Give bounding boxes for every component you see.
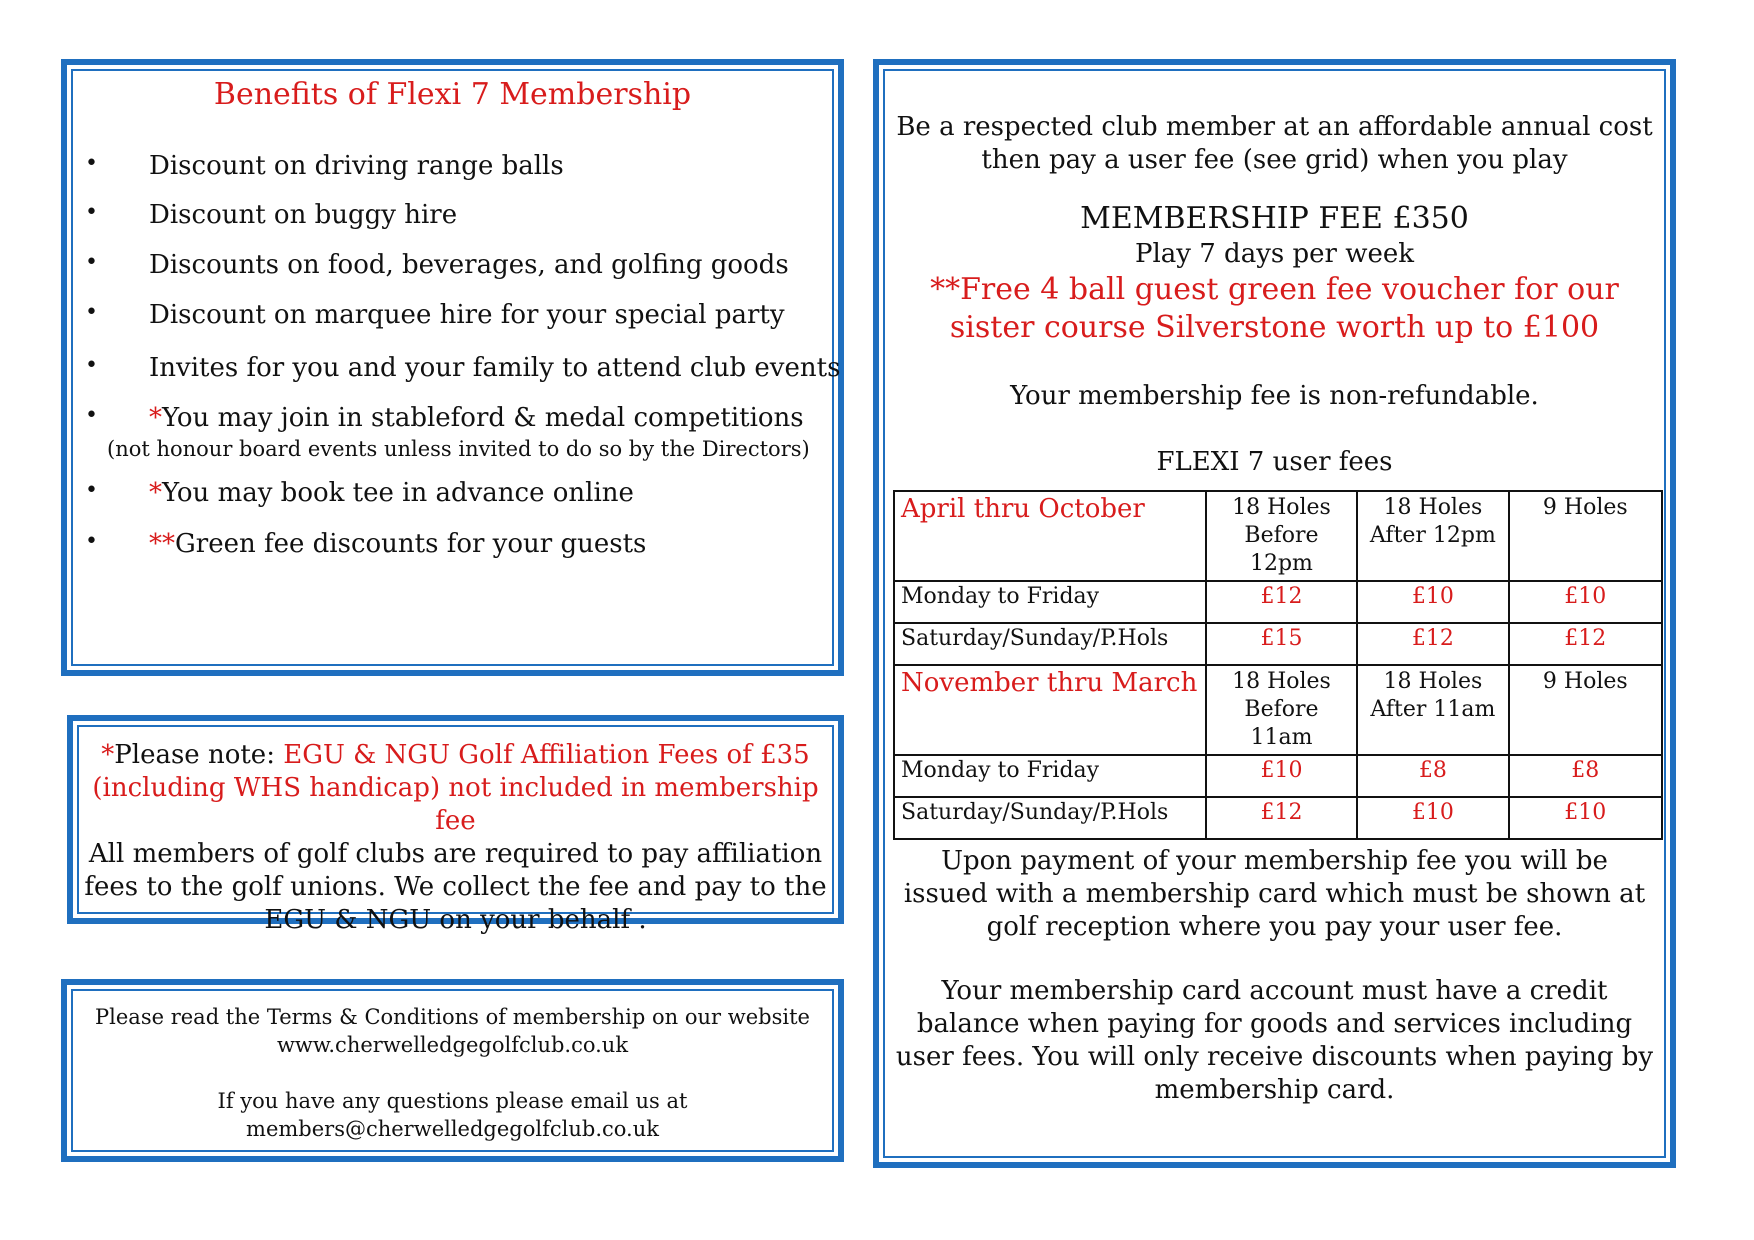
column-header: 18 Holes After 12pm [1357, 491, 1508, 581]
note-body-text: All members of golf clubs are required to pay affiliation fees to the golf unions. We collect the fee and pay to the EGU & NGU on your behalf . [84, 839, 827, 935]
season-header-row [894, 491, 1662, 581]
price-cell: £12 [1357, 623, 1508, 665]
user-fees-table [893, 490, 1663, 840]
column-header: 9 Holes [1509, 665, 1662, 755]
membership-fee-panel [873, 59, 1676, 1168]
price-cell: £12 [1509, 623, 1662, 665]
price-cell: £8 [1509, 755, 1662, 797]
membership-fee-title: MEMBERSHIP FEE £350 [1080, 201, 1469, 236]
day-label: Monday to Friday [894, 581, 1206, 623]
intro-text [879, 111, 1670, 177]
column-header: 9 Holes [1509, 491, 1662, 581]
credit-balance-info: Your membership card account must have a credit balance when paying for goods and services including user fees. You will only receive discounts when paying by membership card. [895, 976, 1654, 1105]
note-affiliation-fee: EGU & NGU Golf Affiliation Fees of £35 (including WHS handicap) not included in membership fee [92, 740, 819, 836]
benefit-text: Discount on driving range balls [149, 151, 564, 181]
play-days: Play 7 days per week [1134, 239, 1415, 269]
bullet-icon: • [85, 300, 98, 325]
benefit-text: Invites for you and your family to attend club events [149, 353, 841, 383]
bullet-icon: • [85, 151, 98, 176]
price-cell: £10 [1206, 755, 1357, 797]
benefit-asterisk: * [149, 478, 162, 508]
bullet-icon: • [85, 250, 98, 275]
day-label: Saturday/Sunday/P.Hols [894, 797, 1206, 839]
note-lead: Please note: [114, 740, 275, 770]
price-cell: £12 [1206, 797, 1357, 839]
price-cell: £10 [1357, 797, 1508, 839]
benefit-text: Green fee discounts for your guests [175, 529, 647, 559]
voucher-line: **Free 4 ball guest green fee voucher for our [930, 272, 1619, 307]
terms-line: Please read the Terms & Conditions of membership on our website [95, 1005, 810, 1029]
benefit-asterisk: ** [149, 529, 175, 559]
intro-line: Be a respected club member at an affordable annual cost [896, 112, 1653, 142]
benefit-text: Discounts on food, beverages, and golfing goods [149, 250, 789, 280]
affiliation-note-panel [67, 715, 844, 935]
table-row [894, 755, 1662, 797]
note-asterisk: * [101, 740, 115, 770]
benefit-text: Discount on buggy hire [149, 200, 458, 230]
price-cell: £10 [1509, 797, 1662, 839]
benefits-title: Benefits of Flexi 7 Membership [213, 77, 692, 112]
affiliation-note-text [73, 739, 838, 937]
website-link[interactable]: www.cherwelledgegolfclub.co.uk [276, 1033, 629, 1057]
column-header: 18 Holes After 11am [1357, 665, 1508, 755]
season-label: November thru March [894, 665, 1206, 755]
benefit-note: (not honour board events unless invited to do so by the Directors) [107, 437, 810, 461]
intro-line: then pay a user fee (see grid) when you play [981, 145, 1568, 175]
table-row [894, 797, 1662, 839]
table-row [894, 623, 1662, 665]
benefits-panel [61, 59, 844, 676]
day-label: Monday to Friday [894, 755, 1206, 797]
price-cell: £10 [1357, 581, 1508, 623]
price-cell: £10 [1509, 581, 1662, 623]
questions-line: If you have any questions please email us at [217, 1089, 688, 1113]
column-header: 18 Holes Before 11am [1206, 665, 1357, 755]
price-cell: £15 [1206, 623, 1357, 665]
price-cell: £8 [1357, 755, 1508, 797]
terms-panel [61, 979, 844, 1162]
voucher-offer [879, 271, 1670, 347]
benefit-text: You may book tee in advance online [162, 478, 634, 508]
bullet-icon: • [85, 529, 98, 554]
bullet-icon: • [85, 353, 98, 378]
price-cell: £12 [1206, 581, 1357, 623]
season-label: April thru October [894, 491, 1206, 581]
non-refundable-note: Your membership fee is non-refundable. [1010, 381, 1539, 411]
benefit-asterisk: * [149, 403, 162, 433]
bullet-icon: • [85, 200, 98, 225]
benefit-text: You may join in stableford & medal competitions [162, 403, 804, 433]
day-label: Saturday/Sunday/P.Hols [894, 623, 1206, 665]
season-header-row [894, 665, 1662, 755]
bullet-icon: • [85, 478, 98, 503]
email-link[interactable]: members@cherwelledgegolfclub.co.uk [246, 1117, 659, 1141]
benefit-text: Discount on marquee hire for your special party [149, 300, 785, 330]
table-row [894, 581, 1662, 623]
membership-card-info: Upon payment of your membership fee you will be issued with a membership card which must be shown at golf reception where you pay your user fee. [903, 846, 1646, 942]
terms-text [67, 1003, 838, 1143]
column-header: 18 Holes Before 12pm [1206, 491, 1357, 581]
fees-table-title: FLEXI 7 user fees [1156, 447, 1393, 477]
voucher-line: sister course Silverstone worth up to £100 [949, 310, 1600, 345]
bullet-icon: • [85, 403, 98, 428]
